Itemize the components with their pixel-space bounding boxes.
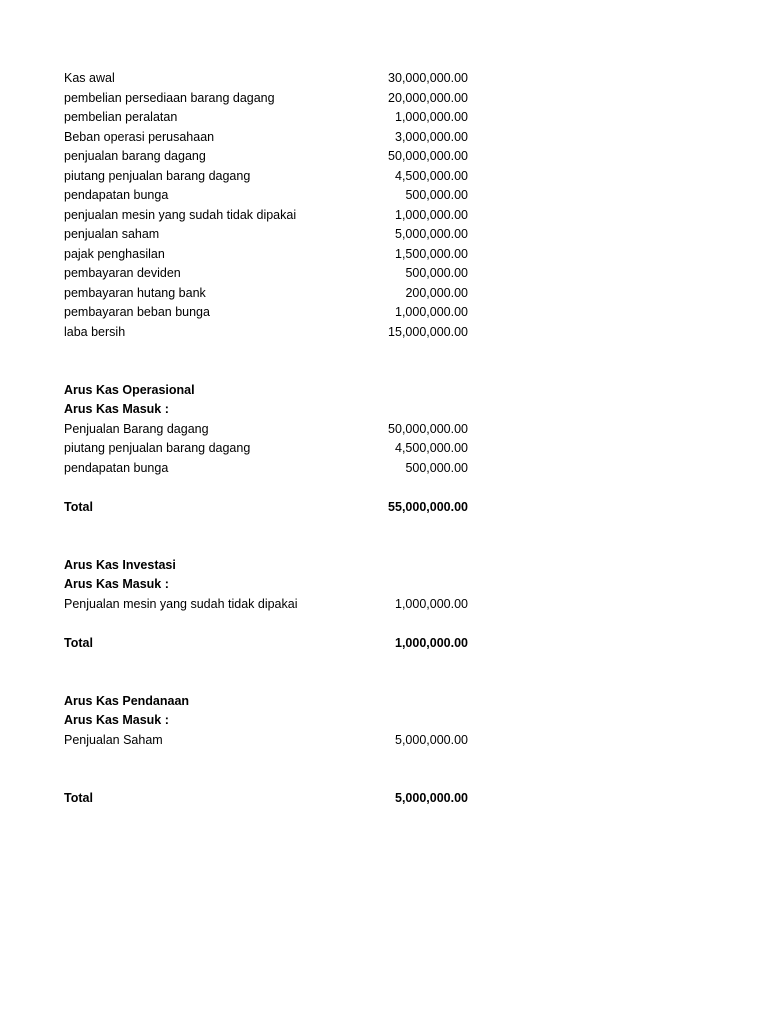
section-subtitle [64, 400, 468, 420]
item-label: Penjualan Saham [64, 732, 163, 747]
item-value: 4,500,000.00 [395, 441, 468, 455]
list-item [64, 225, 468, 245]
list-item [64, 303, 468, 323]
section-subtitle-text: Arus Kas Masuk : [64, 713, 169, 727]
list-item [64, 439, 468, 459]
list-item [64, 459, 468, 479]
section-subtitle [64, 575, 468, 595]
total-row [64, 498, 468, 518]
item-value: 1,000,000.00 [395, 110, 468, 124]
item-value: 500,000.00 [405, 460, 468, 475]
spreadsheet-sheet [64, 69, 468, 808]
item-value: 5,000,000.00 [395, 227, 468, 241]
spacer [64, 517, 468, 556]
item-value: 50,000,000.00 [388, 149, 468, 163]
list-item [64, 420, 468, 440]
item-value: 1,000,000.00 [395, 207, 468, 222]
total-value: 1,000,000.00 [395, 635, 468, 650]
total-value: 5,000,000.00 [395, 790, 468, 805]
item-label: pembayaran beban bunga [64, 305, 210, 319]
item-label: penjualan barang dagang [64, 149, 206, 163]
list-item [64, 108, 468, 128]
item-label: pembelian peralatan [64, 110, 178, 124]
total-value: 55,000,000.00 [388, 499, 468, 514]
list-item [64, 245, 468, 265]
item-label: pembelian persediaan barang dagang [64, 90, 275, 105]
list-item [64, 186, 468, 206]
list-item [64, 69, 468, 89]
item-label: penjualan mesin yang sudah tidak dipakai [64, 207, 297, 222]
section-operasional [64, 381, 468, 518]
item-value: 1,000,000.00 [395, 596, 468, 611]
total-label: Total [64, 635, 93, 650]
item-value: 20,000,000.00 [388, 90, 468, 105]
item-value: 15,000,000.00 [388, 324, 468, 339]
item-label: Penjualan mesin yang sudah tidak dipakai [64, 596, 298, 611]
item-value: 4,500,000.00 [395, 168, 468, 183]
list-item [64, 731, 468, 751]
item-value: 500,000.00 [405, 266, 468, 280]
item-label: laba bersih [64, 324, 126, 339]
item-value: 500,000.00 [405, 188, 468, 202]
item-value: 3,000,000.00 [395, 129, 468, 144]
list-item [64, 284, 468, 304]
item-value: 5,000,000.00 [395, 732, 468, 747]
section-subtitle-text: Arus Kas Masuk : [64, 577, 169, 591]
spacer [64, 750, 468, 789]
item-label: Beban operasi perusahaan [64, 129, 215, 144]
section-subtitle-text: Arus Kas Masuk : [64, 402, 169, 416]
raw-list [64, 69, 468, 342]
section-title [64, 381, 468, 401]
section-title-text: Arus Kas Investasi [64, 557, 176, 572]
item-label: piutang penjualan barang dagang [64, 441, 251, 455]
section-title-text: Arus Kas Operasional [64, 382, 195, 397]
section-subtitle [64, 711, 468, 731]
item-label: pajak penghasilan [64, 246, 165, 261]
item-value: 1,500,000.00 [395, 246, 468, 261]
item-value: 200,000.00 [405, 285, 468, 300]
item-value: 30,000,000.00 [388, 71, 468, 85]
section-title-text: Arus Kas Pendanaan [64, 693, 190, 708]
spacer [64, 478, 468, 498]
item-label: piutang penjualan barang dagang [64, 168, 251, 183]
list-item [64, 147, 468, 167]
list-item [64, 89, 468, 109]
section-title [64, 556, 468, 576]
list-item [64, 595, 468, 615]
list-item [64, 264, 468, 284]
item-label: pembayaran deviden [64, 266, 181, 280]
total-label: Total [64, 499, 93, 514]
section-title [64, 692, 468, 712]
list-item [64, 323, 468, 343]
item-label: penjualan saham [64, 227, 160, 241]
item-label: Kas awal [64, 71, 115, 85]
total-row [64, 634, 468, 654]
section-pendanaan [64, 692, 468, 809]
item-value: 50,000,000.00 [388, 421, 468, 436]
spacer [64, 653, 468, 692]
list-item [64, 128, 468, 148]
spacer [64, 614, 468, 634]
total-row [64, 789, 468, 809]
section-investasi [64, 556, 468, 654]
list-item [64, 167, 468, 187]
item-label: Penjualan Barang dagang [64, 421, 209, 436]
total-label: Total [64, 790, 93, 805]
list-item [64, 206, 468, 226]
item-label: pendapatan bunga [64, 188, 169, 202]
spacer [64, 342, 468, 381]
item-value: 1,000,000.00 [395, 305, 468, 319]
item-label: pembayaran hutang bank [64, 285, 206, 300]
item-label: pendapatan bunga [64, 460, 169, 475]
